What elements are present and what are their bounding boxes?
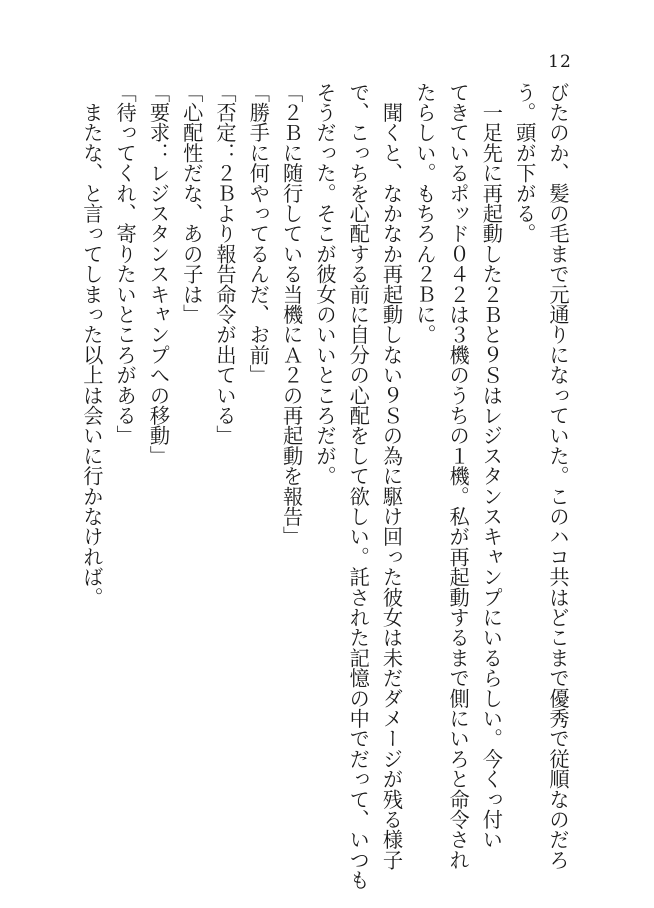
- dialogue-line: 「勝手に何やってるんだ、お前」: [246, 82, 271, 385]
- text-line: う。頭が下がる。: [512, 82, 537, 244]
- dialogue-line: 「心配性だな、あの子は」: [179, 82, 204, 325]
- dialogue-line: 「否定：２Ｂより報告命令が出ている」: [213, 82, 238, 446]
- body-text: [75, 82, 574, 890]
- text-line: たらしい。もちろん２Ｂに。: [412, 82, 437, 345]
- dialogue-line: 「待ってくれ、寄りたいところがある」: [113, 82, 138, 446]
- text-line: てきているポッド０４２は３機のうちの１機。私が再起動するまで側にいろと命令され: [446, 82, 471, 870]
- text-line: びたのか、髪の毛まで元通りになっていた。このハコ共はどこまで優秀で従順なのだろ: [546, 82, 570, 870]
- text-line: 聞くと、なかなか再起動しない９Ｓの為に駆け回った彼女は未だダメージが残る様子: [379, 82, 404, 870]
- dialogue-line: 「２Ｂに随行している当機にＡ２の再起動を報告」: [279, 82, 304, 547]
- page-number: 12: [548, 52, 572, 72]
- text-line: 一足先に再起動した２Ｂと９Ｓはレジスタンスキャンプにいるらしい。今くっ付い: [479, 82, 504, 850]
- text-line: またな、と言ってしまった以上は会いに行かなければ。: [79, 82, 104, 608]
- text-line: で、こっちを心配する前に自分の心配をして欲しい。託された記憶の中でだって、いつも: [346, 82, 371, 890]
- dialogue-line: 「要求：レジスタンスキャンプへの移動」: [146, 82, 171, 466]
- text-line: そうだった。そこが彼女のいいところだが。: [312, 82, 337, 486]
